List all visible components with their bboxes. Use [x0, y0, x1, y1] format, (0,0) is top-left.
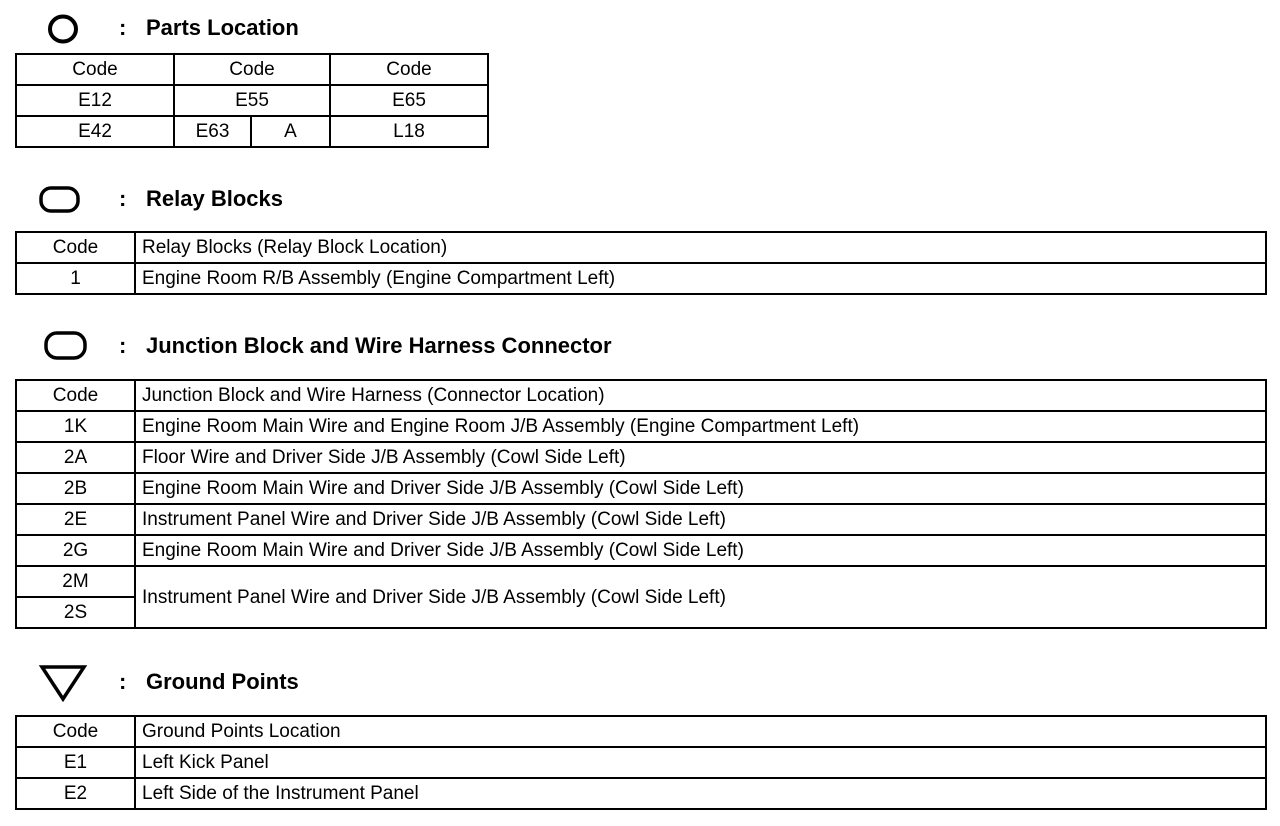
table-row	[16, 442, 1266, 473]
code-cell: L18	[330, 116, 488, 147]
code-cell: E55	[174, 85, 330, 116]
location-cell: Engine Room R/B Assembly (Engine Compartment Left)	[135, 263, 1266, 294]
code-cell: 2S	[16, 597, 135, 628]
header-cell: Ground Points Location	[135, 716, 1266, 747]
rounded-rect-icon	[38, 185, 82, 215]
code-cell: A	[251, 116, 330, 147]
header-cell: Code	[16, 380, 135, 411]
table-row	[16, 411, 1266, 442]
table-row	[16, 116, 488, 147]
heading-colon: :	[119, 669, 127, 694]
heading-colon: :	[119, 15, 127, 40]
relay-blocks-heading	[0, 181, 800, 217]
section-title: Relay Blocks	[146, 186, 283, 211]
table-row	[16, 263, 1266, 294]
parts-location-table	[15, 53, 489, 148]
table-row	[16, 566, 1266, 597]
section-title: Junction Block and Wire Harness Connector	[146, 333, 612, 358]
section-title: Ground Points	[146, 669, 299, 694]
table-row	[16, 85, 488, 116]
table-row	[16, 504, 1266, 535]
table-row	[16, 747, 1266, 778]
header-cell: Code	[16, 716, 135, 747]
code-cell: 2A	[16, 442, 135, 473]
header-cell: Code	[16, 232, 135, 263]
location-cell: Instrument Panel Wire and Driver Side J/B Assembly (Cowl Side Left)	[135, 566, 1266, 628]
ground-points-heading	[0, 664, 800, 700]
code-cell: 2M	[16, 566, 135, 597]
header-cell: Relay Blocks (Relay Block Location)	[135, 232, 1266, 263]
location-cell: Engine Room Main Wire and Driver Side J/B Assembly (Cowl Side Left)	[135, 535, 1266, 566]
parts-location-heading	[0, 10, 800, 46]
code-cell: 2E	[16, 504, 135, 535]
code-cell: 1K	[16, 411, 135, 442]
location-cell: Left Kick Panel	[135, 747, 1266, 778]
rounded-rect-icon	[43, 330, 89, 362]
code-cell: E42	[16, 116, 174, 147]
header-cell: Code	[174, 54, 330, 85]
location-cell: Engine Room Main Wire and Driver Side J/B Assembly (Cowl Side Left)	[135, 473, 1266, 504]
code-cell: E63	[174, 116, 251, 147]
triangle-down-icon	[38, 664, 88, 702]
location-cell: Engine Room Main Wire and Engine Room J/B Assembly (Engine Compartment Left)	[135, 411, 1266, 442]
location-cell: Left Side of the Instrument Panel	[135, 778, 1266, 809]
code-cell: E65	[330, 85, 488, 116]
code-cell: E2	[16, 778, 135, 809]
code-cell: 2G	[16, 535, 135, 566]
code-cell: 2B	[16, 473, 135, 504]
header-cell: Code	[330, 54, 488, 85]
table-header-row	[16, 716, 1266, 747]
location-cell: Instrument Panel Wire and Driver Side J/B Assembly (Cowl Side Left)	[135, 504, 1266, 535]
header-cell: Junction Block and Wire Harness (Connector Location)	[135, 380, 1266, 411]
table-row	[16, 778, 1266, 809]
table-header-row	[16, 54, 488, 85]
circle-icon	[46, 13, 80, 45]
table-header-row	[16, 380, 1266, 411]
heading-colon: :	[119, 186, 127, 211]
heading-colon: :	[119, 333, 127, 358]
relay-blocks-table	[15, 231, 1267, 295]
code-cell: E1	[16, 747, 135, 778]
table-header-row	[16, 232, 1266, 263]
code-cell: E12	[16, 85, 174, 116]
junction-block-table	[15, 379, 1267, 629]
location-cell: Floor Wire and Driver Side J/B Assembly (Cowl Side Left)	[135, 442, 1266, 473]
table-row	[16, 535, 1266, 566]
section-title: Parts Location	[146, 15, 299, 40]
header-cell: Code	[16, 54, 174, 85]
ground-points-table	[15, 715, 1267, 810]
junction-block-heading	[0, 328, 800, 364]
code-cell: 1	[16, 263, 135, 294]
table-row	[16, 473, 1266, 504]
